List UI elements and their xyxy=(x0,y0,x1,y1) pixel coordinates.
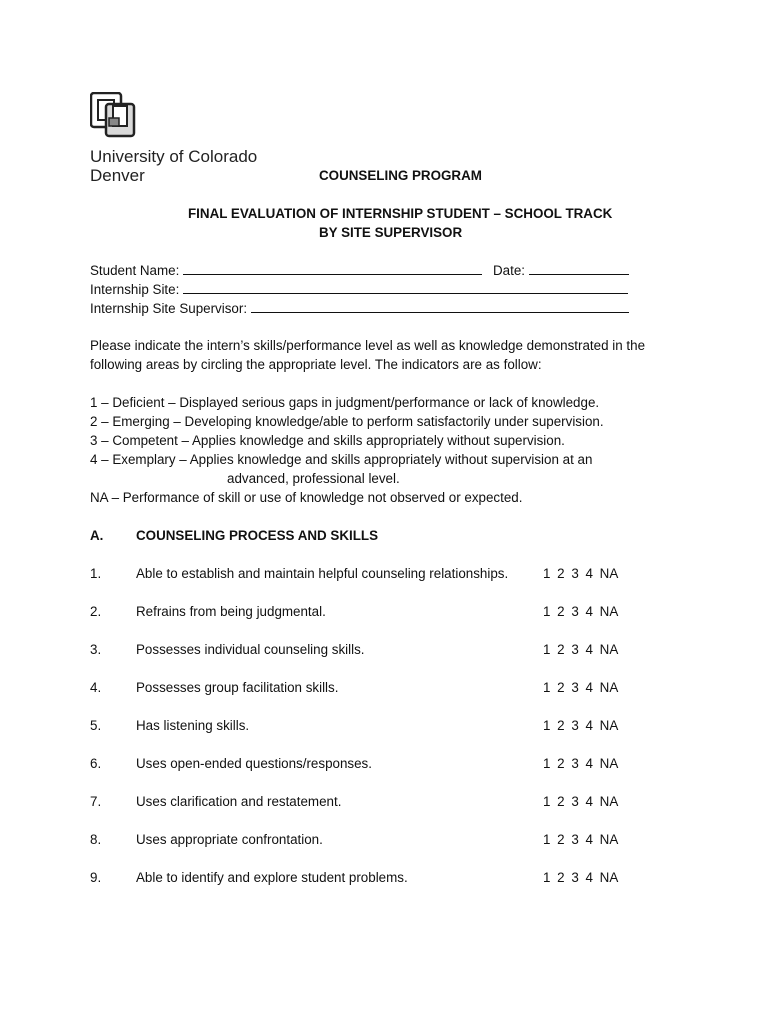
internship-site-label: Internship Site: xyxy=(90,282,180,297)
student-name-label: Student Name: xyxy=(90,263,180,278)
item-text: Able to identify and explore student problems. xyxy=(136,870,408,885)
item-number: 1. xyxy=(90,566,102,581)
scale-item: 4 – Exemplary – Applies knowledge and skills appropriately without supervision at an xyxy=(90,452,593,467)
item-number: 2. xyxy=(90,604,102,619)
rating-options[interactable]: 1 2 3 4 NA xyxy=(543,680,619,695)
form-title: FINAL EVALUATION OF INTERNSHIP STUDENT – SCHOOL TRACK xyxy=(188,206,613,221)
item-number: 5. xyxy=(90,718,102,733)
university-line-1: University of Colorado xyxy=(90,147,258,166)
item-text: Uses clarification and restatement. xyxy=(136,794,342,809)
item-number: 8. xyxy=(90,832,102,847)
date-label: Date: xyxy=(493,263,526,278)
internship-site-field[interactable] xyxy=(90,281,628,297)
rating-options[interactable]: 1 2 3 4 NA xyxy=(543,870,619,885)
date-line[interactable] xyxy=(529,262,629,275)
rating-options[interactable]: 1 2 3 4 NA xyxy=(543,718,619,733)
scale-item-continued: advanced, professional level. xyxy=(227,471,400,486)
student-name-line[interactable] xyxy=(183,262,482,275)
item-text: Has listening skills. xyxy=(136,718,250,733)
rating-options[interactable]: 1 2 3 4 NA xyxy=(543,832,619,847)
item-text: Uses open-ended questions/responses. xyxy=(136,756,372,771)
scale-item: 3 – Competent – Applies knowledge and skills appropriately without supervision. xyxy=(90,433,565,448)
scale-item: 1 – Deficient – Displayed serious gaps in judgment/performance or lack of knowledge. xyxy=(90,395,600,410)
rating-options[interactable]: 1 2 3 4 NA xyxy=(543,566,619,581)
item-text: Refrains from being judgmental. xyxy=(136,604,326,619)
item-number: 6. xyxy=(90,756,102,771)
student-name-field[interactable] xyxy=(90,262,482,278)
item-number: 3. xyxy=(90,642,102,657)
cu-logo xyxy=(90,92,136,138)
instructions-line-2: following areas by circling the appropriate level. The indicators are as follow: xyxy=(90,357,542,372)
rating-options[interactable]: 1 2 3 4 NA xyxy=(543,642,619,657)
item-number: 4. xyxy=(90,680,102,695)
site-supervisor-label: Internship Site Supervisor: xyxy=(90,301,248,316)
section-letter: A. xyxy=(90,528,104,543)
instructions-line-1: Please indicate the intern’s skills/performance level as well as knowledge demonstrated in the xyxy=(90,338,646,353)
internship-site-line[interactable] xyxy=(183,281,628,294)
rating-options[interactable]: 1 2 3 4 NA xyxy=(543,756,619,771)
scale-item: NA – Performance of skill or use of knowledge not observed or expected. xyxy=(90,490,523,505)
site-supervisor-line[interactable] xyxy=(251,300,629,313)
section-title: COUNSELING PROCESS AND SKILLS xyxy=(136,528,379,543)
date-field[interactable] xyxy=(493,262,629,278)
site-supervisor-field[interactable] xyxy=(90,300,629,316)
university-name xyxy=(90,147,257,185)
item-text: Uses appropriate confrontation. xyxy=(136,832,323,847)
scale-item: 2 – Emerging – Developing knowledge/able to perform satisfactorily under supervision. xyxy=(90,414,604,429)
item-number: 9. xyxy=(90,870,102,885)
form-subtitle: BY SITE SUPERVISOR xyxy=(319,225,463,240)
item-text: Possesses individual counseling skills. xyxy=(136,642,365,657)
item-text: Possesses group facilitation skills. xyxy=(136,680,339,695)
program-title: COUNSELING PROGRAM xyxy=(319,168,482,183)
rating-options[interactable]: 1 2 3 4 NA xyxy=(543,794,619,809)
item-text: Able to establish and maintain helpful counseling relationships. xyxy=(136,566,509,581)
university-line-2: Denver xyxy=(90,166,145,185)
item-number: 7. xyxy=(90,794,102,809)
rating-options[interactable]: 1 2 3 4 NA xyxy=(543,604,619,619)
